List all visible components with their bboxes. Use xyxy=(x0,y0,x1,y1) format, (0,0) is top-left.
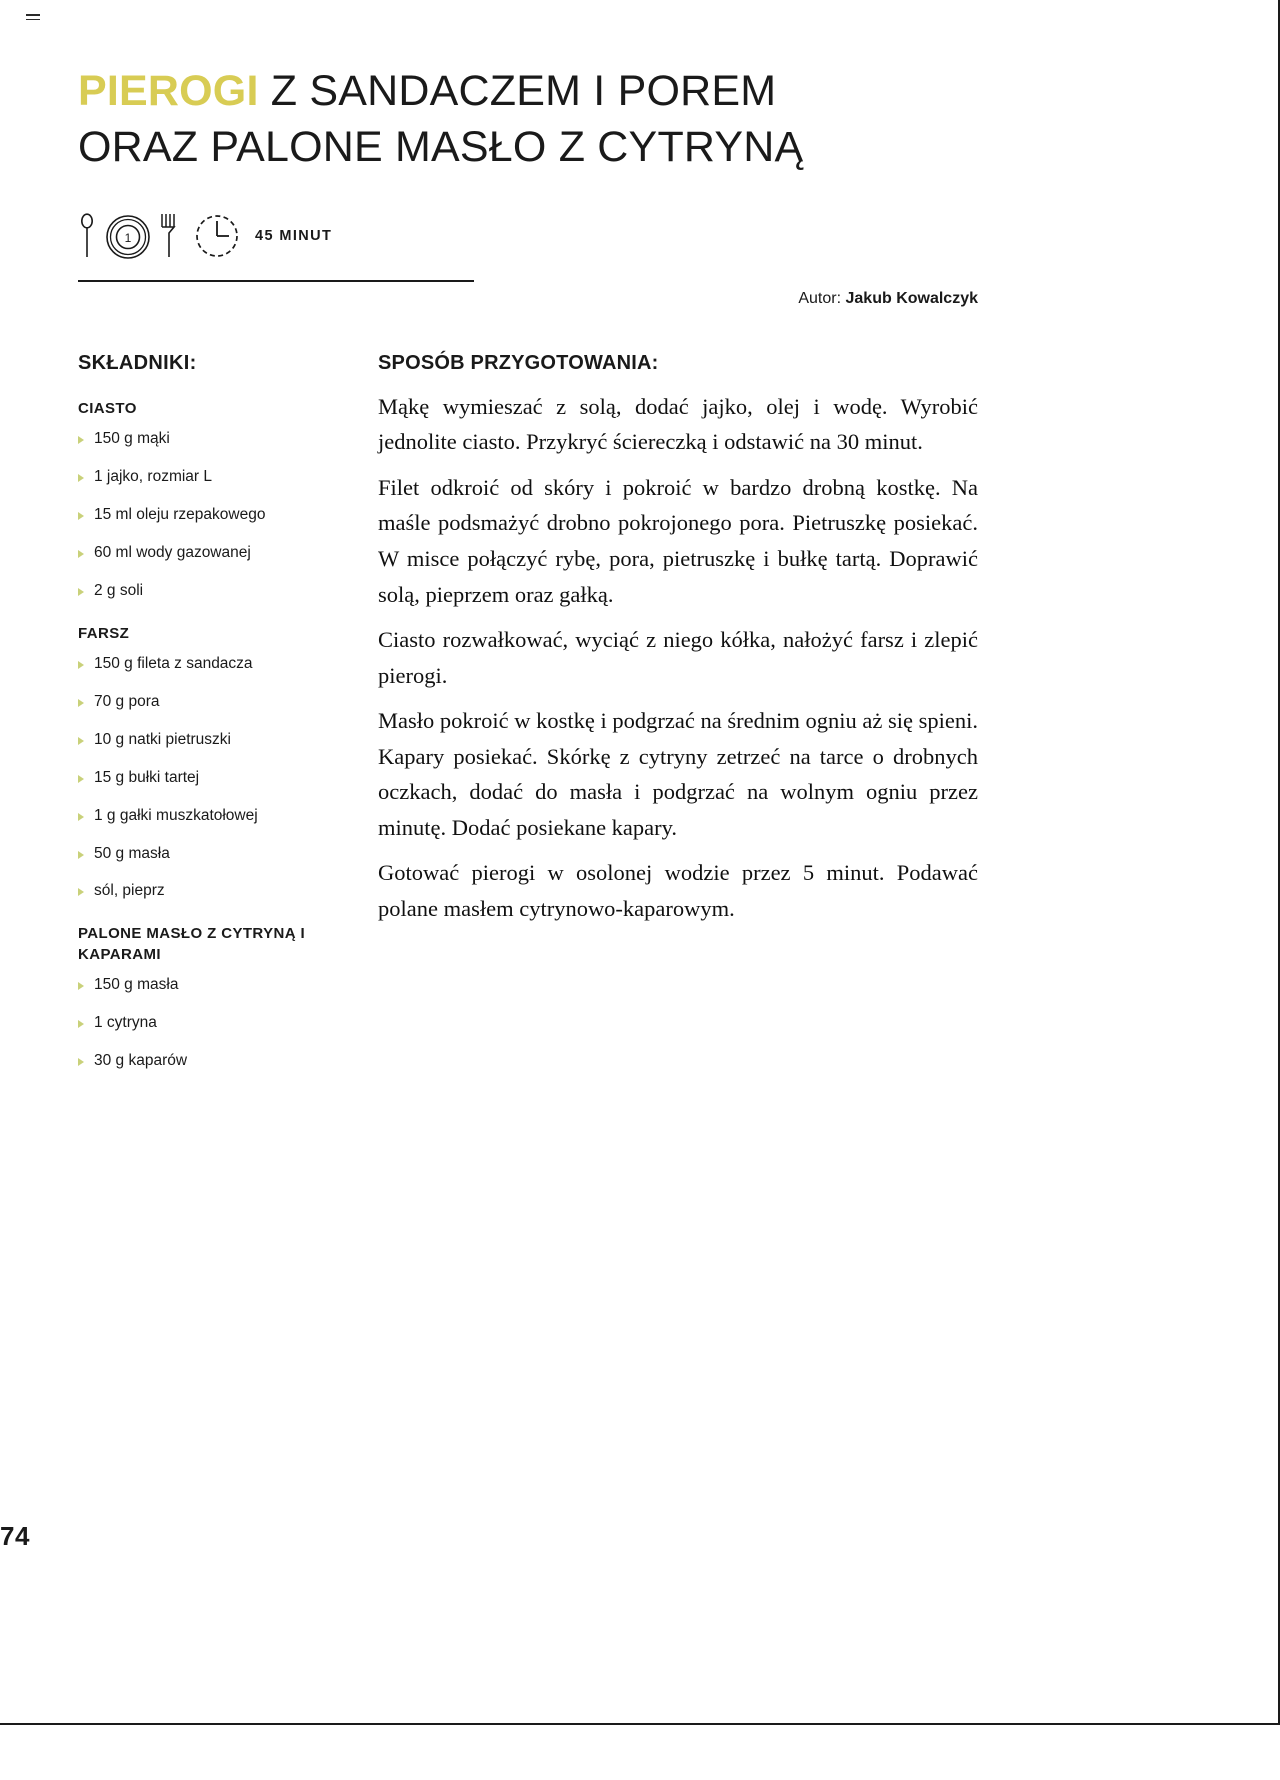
servings-icon-group xyxy=(78,212,241,260)
ingredient-item xyxy=(78,1013,378,1034)
ingredient-item xyxy=(78,581,378,602)
ingredient-item xyxy=(78,467,378,488)
ingredient-text: 1 cytryna xyxy=(94,1013,157,1031)
ingredient-text: 50 g masła xyxy=(94,844,170,862)
ingredient-item xyxy=(78,730,378,751)
instruction-step: Gotować pierogi w osolonej wodzie przez 5 minut. Podawać polane masłem cytrynowo-kaparowym. xyxy=(378,860,978,921)
bullet-triangle-icon xyxy=(78,1058,84,1066)
ingredient-item xyxy=(78,505,378,526)
ingredient-group-title: CIASTO xyxy=(78,399,137,417)
ingredient-item xyxy=(78,844,378,865)
bullet-triangle-icon xyxy=(78,775,84,783)
corner-mark-icon xyxy=(26,14,40,24)
bullet-triangle-icon xyxy=(78,737,84,745)
servings-count: 1 xyxy=(124,230,132,245)
instruction-step: Ciasto rozwałkować, wyciąć z niego kółka, nałożyć farsz i zlepić pierogi. xyxy=(378,627,978,688)
ingredient-list xyxy=(78,429,378,602)
content-columns xyxy=(78,352,978,1072)
ingredient-item xyxy=(78,881,378,902)
clock-icon xyxy=(193,212,241,260)
instructions-column xyxy=(378,352,978,927)
ingredient-item xyxy=(78,768,378,789)
ingredients-heading: SKŁADNIKI: xyxy=(78,351,197,374)
bullet-triangle-icon xyxy=(78,661,84,669)
page-number: 74 xyxy=(0,1521,30,1551)
ingredient-list xyxy=(78,654,378,902)
ingredient-text: 2 g soli xyxy=(94,581,144,599)
bullet-triangle-icon xyxy=(78,474,84,482)
instruction-step: Masło pokroić w kostkę i podgrzać na średnim ogniu aż się spieni. Kapary posiekać. Skórkę z cytryny zetrzeć na tarce o drobnych oczkach, dodać do masła i podgrzać na wolnym ogniu przez minutę. Dodać posiekane kapary. xyxy=(378,708,978,840)
bullet-triangle-icon xyxy=(78,1020,84,1028)
ingredient-group xyxy=(78,924,378,1071)
ingredient-group xyxy=(78,624,378,903)
bullet-triangle-icon xyxy=(78,982,84,990)
ingredient-text: 70 g pora xyxy=(94,692,160,710)
bullet-triangle-icon xyxy=(78,436,84,444)
plate-cutlery-icon xyxy=(78,212,193,260)
header-divider-row xyxy=(78,280,978,310)
ingredient-item xyxy=(78,692,378,713)
ingredient-item xyxy=(78,975,378,996)
recipe-meta xyxy=(78,210,978,262)
ingredient-text: 150 g fileta z sandacza xyxy=(94,654,253,672)
page-title xyxy=(78,64,978,176)
ingredient-text: 150 g masła xyxy=(94,975,179,993)
ingredient-item xyxy=(78,654,378,675)
instructions-heading: SPOSÓB PRZYGOTOWANIA: xyxy=(378,351,659,374)
title-highlight: PIEROGI xyxy=(78,67,259,115)
bullet-triangle-icon xyxy=(78,512,84,520)
instruction-step: Filet odkroić od skóry i pokroić w bardzo drobną kostkę. Na maśle podsmażyć drobno pokrojonego pora. Pietruszkę posiekać. W misce połączyć rybę, pora, pietruszkę i bułkę tartą. Doprawić solą, pieprzem oraz gałką. xyxy=(378,474,978,607)
ingredient-text: 15 g bułki tartej xyxy=(94,768,200,786)
ingredient-item xyxy=(78,806,378,827)
cooking-time-label: 45 MINUT xyxy=(255,227,333,244)
bullet-triangle-icon xyxy=(78,851,84,859)
recipe-page xyxy=(78,64,978,1072)
ingredient-group-title: PALONE MASŁO Z CYTRYNĄ I KAPARAMI xyxy=(78,925,306,963)
title-line-2: ORAZ PALONE MASŁO Z CYTRYNĄ xyxy=(78,122,804,171)
ingredient-list xyxy=(78,975,378,1072)
bullet-triangle-icon xyxy=(78,550,84,558)
ingredient-item xyxy=(78,429,378,450)
ingredient-group-title: FARSZ xyxy=(78,624,130,642)
title-rest: Z SANDACZEM I POREM xyxy=(258,67,777,115)
author-line xyxy=(798,290,978,308)
ingredient-text: sól, pieprz xyxy=(94,882,165,900)
ingredient-text: 1 g gałki muszkatołowej xyxy=(94,806,258,824)
ingredient-text: 150 g mąki xyxy=(94,430,170,448)
bullet-triangle-icon xyxy=(78,888,84,896)
ingredient-item xyxy=(78,1051,378,1072)
bullet-triangle-icon xyxy=(78,699,84,707)
ingredient-text: 30 g kaparów xyxy=(94,1051,188,1069)
ingredient-text: 1 jajko, rozmiar L xyxy=(94,467,213,485)
ingredients-column xyxy=(78,352,378,1072)
bullet-triangle-icon xyxy=(78,813,84,821)
instruction-step: Mąkę wymieszać z solą, dodać jajko, olej i wodę. Wyrobić jednolite ciasto. Przykryć ściereczką i odstawić na 30 minut. xyxy=(378,393,978,455)
ingredient-text: 10 g natki pietruszki xyxy=(94,730,231,748)
bullet-triangle-icon xyxy=(78,588,84,596)
author-label: Autor: xyxy=(798,289,842,307)
ingredient-text: 60 ml wody gazowanej xyxy=(94,543,251,561)
ingredient-text: 15 ml oleju rzepakowego xyxy=(94,505,266,523)
ingredient-item xyxy=(78,543,378,564)
ingredient-group xyxy=(78,399,378,602)
author-name: Jakub Kowalczyk xyxy=(845,289,978,307)
divider-rule xyxy=(78,280,474,282)
page-border-bottom xyxy=(0,1723,1280,1725)
